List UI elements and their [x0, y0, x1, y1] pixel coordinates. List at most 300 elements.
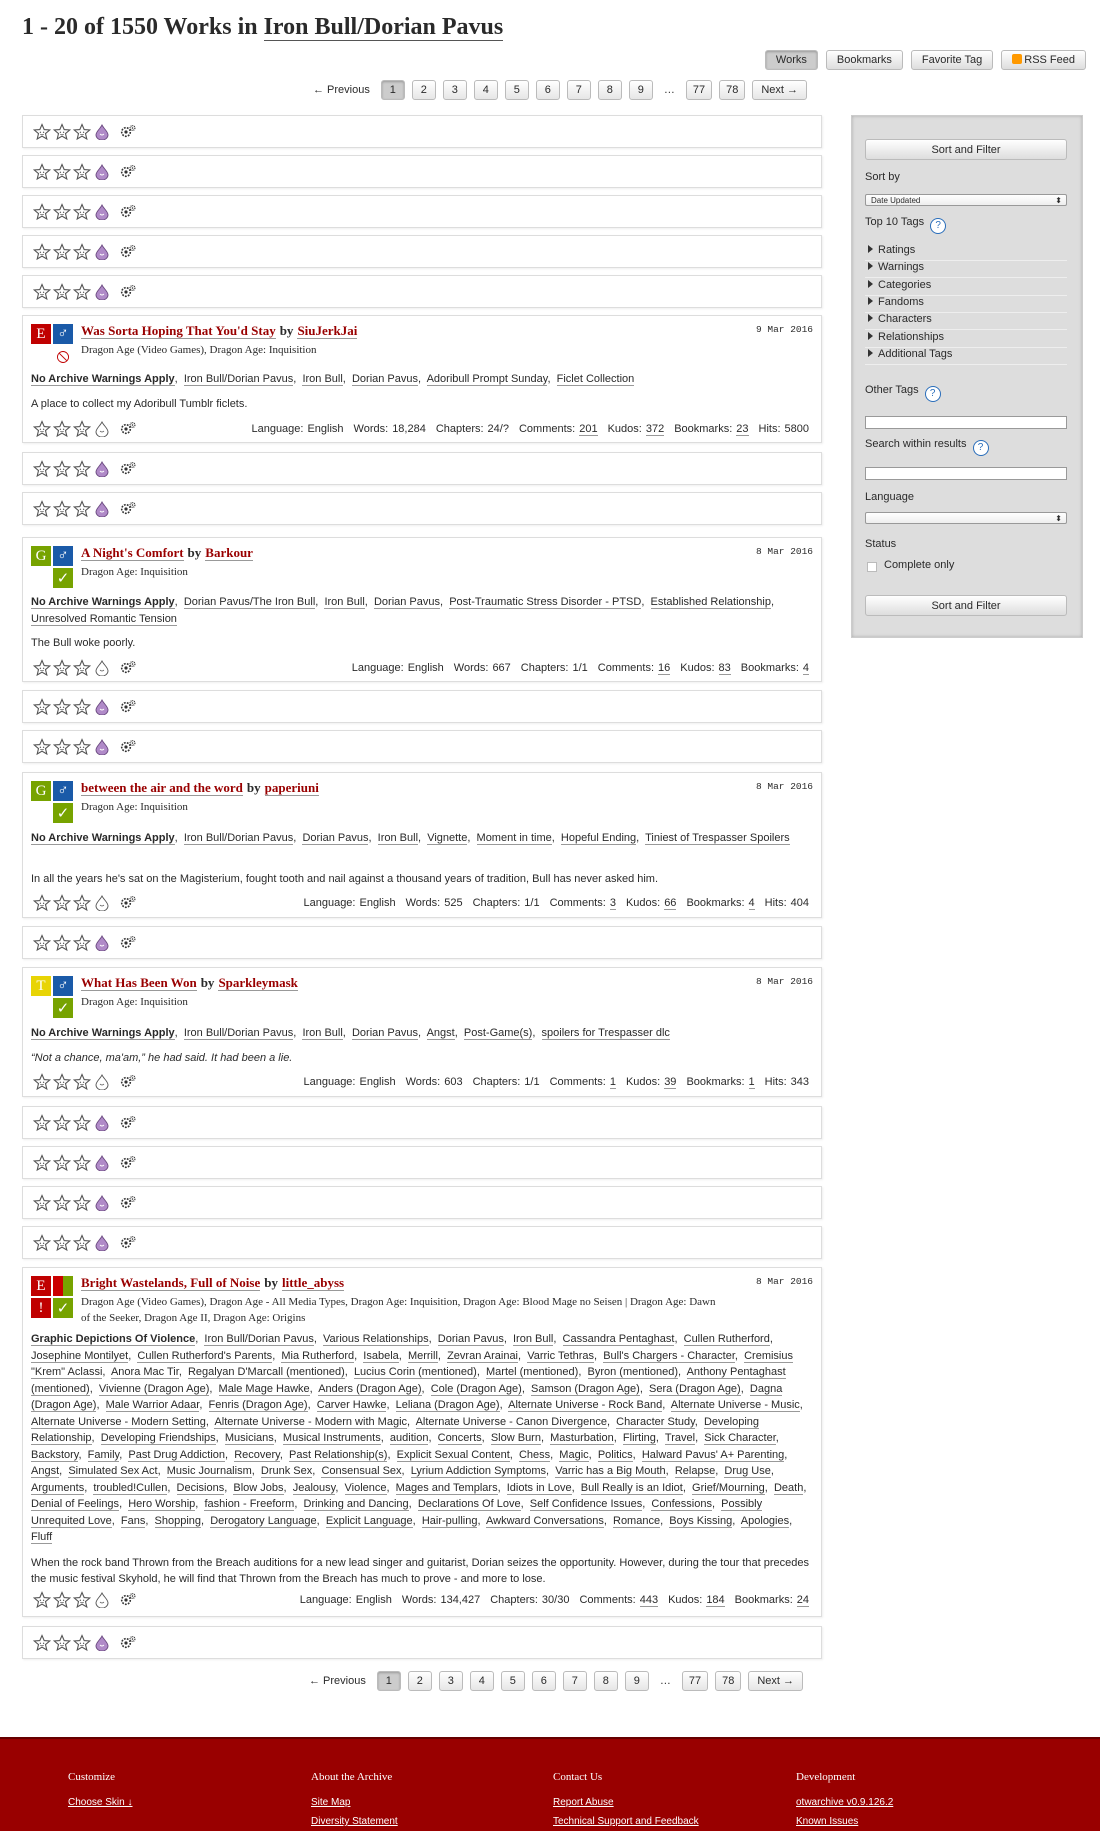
stat-value-kudos[interactable]: 39	[664, 1076, 677, 1088]
star-icon[interactable]	[73, 1154, 91, 1172]
page-9-link[interactable]: 9	[625, 1671, 649, 1691]
tag-link[interactable]: Grief/Mourning	[692, 1481, 765, 1494]
drop-icon[interactable]	[95, 1592, 109, 1608]
tag-link[interactable]: Lyrium Addiction Symptoms	[410, 1465, 547, 1477]
warning-symbol[interactable]: ✓	[53, 998, 73, 1018]
tag-link[interactable]: Concerts	[437, 1432, 482, 1444]
page-4-link[interactable]: 4	[474, 80, 498, 100]
tag-link[interactable]: Politics	[597, 1448, 633, 1461]
gear-icon[interactable]	[119, 1154, 137, 1172]
tag-link[interactable]: Possibly Unrequited Love	[31, 1498, 763, 1527]
gear-icon[interactable]	[119, 460, 137, 478]
page-9-link[interactable]: 9	[629, 80, 653, 100]
star-icon[interactable]	[73, 934, 91, 952]
tag-link[interactable]: Music Journalism	[166, 1465, 252, 1477]
star-icon[interactable]	[33, 243, 51, 261]
tag-link[interactable]: Arguments	[31, 1481, 85, 1494]
tag-link[interactable]: Zevran Arainai	[447, 1349, 519, 1362]
star-icon[interactable]	[53, 123, 71, 141]
page-7-link[interactable]: 7	[567, 80, 591, 100]
tag-link[interactable]: Ficlet Collection	[556, 373, 635, 385]
tag-link[interactable]: Cullen Rutherford's Parents	[137, 1349, 273, 1362]
drop-icon[interactable]	[95, 124, 109, 140]
fandoms[interactable]: Dragon Age (Video Games), Dragon Age: Inquisition	[81, 344, 317, 356]
author-link[interactable]: Sparkleymask	[218, 975, 298, 990]
tag-link[interactable]: Idiots in Love	[506, 1481, 572, 1494]
diversity-statement-link[interactable]: Diversity Statement	[311, 1816, 398, 1827]
stat-value-kudos[interactable]: 83	[718, 662, 731, 674]
tag-link[interactable]: Hair-pulling	[421, 1514, 478, 1527]
tag-link[interactable]: Bull Really is an Idiot	[580, 1481, 683, 1494]
tag-link[interactable]: Chess	[518, 1448, 551, 1461]
tag-link[interactable]: Leliana (Dragon Age)	[395, 1399, 500, 1411]
report-abuse-link[interactable]: Report Abuse	[553, 1797, 614, 1808]
tag-link[interactable]: Angst	[31, 1465, 60, 1477]
tag-link[interactable]: Past Drug Addiction	[128, 1448, 226, 1461]
star-icon[interactable]	[33, 1634, 51, 1652]
drop-icon[interactable]	[95, 739, 109, 755]
work-title-link[interactable]: What Has Been Won	[81, 975, 197, 990]
gear-icon[interactable]	[119, 1234, 137, 1252]
page-6-link[interactable]: 6	[532, 1671, 556, 1691]
next-link[interactable]: Next →	[752, 80, 807, 100]
category-symbol[interactable]: ♂	[53, 324, 73, 344]
tag-link[interactable]: Dorian Pavus	[351, 1027, 419, 1039]
page-8-link[interactable]: 8	[598, 80, 622, 100]
tag-link[interactable]: Drug Use	[724, 1465, 771, 1477]
tag-link[interactable]: Carver Hawke	[316, 1399, 387, 1411]
tag-link[interactable]: Merrill	[407, 1349, 438, 1362]
tag-link[interactable]: Lucius Corin (mentioned)	[353, 1366, 477, 1378]
tag-link[interactable]: Iron Bull	[513, 1333, 554, 1345]
rss-feed-button[interactable]	[1001, 50, 1086, 70]
favorite-tag-button[interactable]: Favorite Tag	[911, 50, 993, 70]
tag-link[interactable]: Adoribull Prompt Sunday	[426, 373, 548, 385]
bookmarks-button[interactable]: Bookmarks	[826, 50, 903, 70]
tag-link[interactable]: Denial of Feelings	[31, 1498, 120, 1510]
star-icon[interactable]	[73, 1634, 91, 1652]
previous-link[interactable]: ← Previous	[313, 84, 370, 96]
tag-link[interactable]: Developing Relationship	[31, 1415, 760, 1444]
tag-link[interactable]: Confessions	[651, 1498, 712, 1510]
drop-icon[interactable]	[95, 1074, 109, 1090]
tag-link[interactable]: Travel	[664, 1432, 696, 1444]
stat-value-comments[interactable]: 201	[579, 423, 598, 435]
fandoms[interactable]: Dragon Age: Inquisition	[81, 566, 188, 578]
page-77-link[interactable]: 77	[686, 80, 712, 100]
star-icon[interactable]	[33, 1073, 51, 1091]
page-1-link[interactable]: 1	[381, 80, 405, 100]
gear-icon[interactable]	[119, 123, 137, 141]
tag-link[interactable]: Vignette	[427, 832, 468, 844]
tag-link[interactable]: Male Warrior Adaar	[105, 1399, 200, 1411]
tag-link[interactable]: Varric Tethras	[527, 1349, 595, 1362]
stat-value-bookmarks[interactable]: 23	[736, 423, 749, 435]
tag-link[interactable]: Family	[87, 1448, 120, 1461]
star-icon[interactable]	[33, 1234, 51, 1252]
tag-link[interactable]: audition	[389, 1432, 429, 1444]
tag-link[interactable]: Alternate Universe - Modern Setting	[31, 1415, 206, 1428]
tag-link[interactable]: Angst	[426, 1027, 455, 1039]
page-5-link[interactable]: 5	[505, 80, 529, 100]
tag-link[interactable]: Sera (Dragon Age)	[649, 1382, 741, 1395]
tag-link[interactable]: Recovery	[234, 1448, 280, 1461]
rating-symbol[interactable]: T	[31, 976, 51, 996]
tag-link[interactable]: Samson (Dragon Age)	[530, 1382, 640, 1395]
star-icon[interactable]	[33, 1194, 51, 1212]
star-icon[interactable]	[33, 894, 51, 912]
tag-link[interactable]: Halward Pavus' A+ Parenting	[641, 1448, 785, 1461]
tag-link[interactable]: Romance	[613, 1514, 661, 1527]
tag-link[interactable]: Isabela	[363, 1349, 399, 1362]
warning-tag[interactable]: Graphic Depictions Of Violence	[31, 1333, 196, 1345]
star-icon[interactable]	[73, 283, 91, 301]
drop-icon[interactable]	[95, 244, 109, 260]
tag-link[interactable]: Regalyan D'Marcall (mentioned)	[187, 1366, 345, 1378]
tag-link[interactable]: Male Mage Hawke	[218, 1382, 310, 1395]
star-icon[interactable]	[73, 243, 91, 261]
drop-icon[interactable]	[95, 284, 109, 300]
category-symbol[interactable]: ♂	[53, 976, 73, 996]
star-icon[interactable]	[53, 738, 71, 756]
page-2-link[interactable]: 2	[412, 80, 436, 100]
star-icon[interactable]	[53, 420, 71, 438]
star-icon[interactable]	[33, 420, 51, 438]
tag-link[interactable]: Dorian Pavus	[302, 832, 369, 844]
star-icon[interactable]	[73, 420, 91, 438]
star-icon[interactable]	[53, 283, 71, 301]
warning-symbol[interactable]: ✓	[53, 803, 73, 823]
star-icon[interactable]	[53, 1591, 71, 1609]
rating-symbol[interactable]: E	[31, 324, 51, 344]
star-icon[interactable]	[53, 460, 71, 478]
tag-link[interactable]: Various Relationships	[323, 1333, 429, 1345]
tag-link[interactable]: Iron Bull/Dorian Pavus	[204, 1333, 314, 1345]
stat-value-bookmarks[interactable]: 24	[796, 1594, 809, 1606]
rating-symbol[interactable]: G	[31, 781, 51, 801]
star-icon[interactable]	[33, 1154, 51, 1172]
star-icon[interactable]	[73, 460, 91, 478]
star-icon[interactable]	[53, 1194, 71, 1212]
tag-link[interactable]: Iron Bull	[302, 373, 343, 385]
tag-link[interactable]: Post-Game(s)	[463, 1027, 533, 1039]
tag-link[interactable]: Tiniest of Trespasser Spoilers	[645, 832, 790, 844]
warning-symbol[interactable]: ⦸	[53, 346, 73, 366]
page-78-link[interactable]: 78	[719, 80, 745, 100]
tag-category-relationships[interactable]	[865, 331, 1067, 348]
page-3-link[interactable]: 3	[443, 80, 467, 100]
author-link[interactable]: Barkour	[205, 545, 253, 560]
star-icon[interactable]	[73, 659, 91, 677]
support-feedback-link[interactable]: Technical Support and Feedback	[553, 1816, 699, 1827]
tag-link[interactable]: Dorian Pavus	[351, 373, 419, 385]
works-button[interactable]: Works	[765, 50, 818, 70]
star-icon[interactable]	[53, 659, 71, 677]
warning-tag[interactable]: No Archive Warnings Apply	[31, 832, 175, 844]
star-icon[interactable]	[53, 163, 71, 181]
gear-icon[interactable]	[119, 1591, 137, 1609]
stat-value-comments[interactable]: 16	[658, 662, 671, 674]
page-3-link[interactable]: 3	[439, 1671, 463, 1691]
tag-link[interactable]: Mia Rutherford	[281, 1349, 355, 1362]
category-symbol[interactable]: ♂	[53, 781, 73, 801]
star-icon[interactable]	[33, 659, 51, 677]
drop-icon[interactable]	[95, 501, 109, 517]
tag-link[interactable]: Moment in time	[476, 832, 552, 844]
gear-icon[interactable]	[119, 243, 137, 261]
tag-link[interactable]: Drunk Sex	[260, 1465, 313, 1477]
drop-icon[interactable]	[95, 164, 109, 180]
tag-link[interactable]: Mages and Templars	[395, 1481, 498, 1494]
page-6-link[interactable]: 6	[536, 80, 560, 100]
gear-icon[interactable]	[119, 894, 137, 912]
stat-value-bookmarks[interactable]: 4	[748, 897, 755, 909]
gear-icon[interactable]	[119, 500, 137, 518]
category-symbol[interactable]: ♂	[53, 546, 73, 566]
star-icon[interactable]	[33, 203, 51, 221]
star-icon[interactable]	[33, 163, 51, 181]
tag-link[interactable]: Apologies	[740, 1514, 790, 1527]
sort-by-select[interactable]	[865, 194, 1067, 206]
page-1-link[interactable]: 1	[377, 1671, 401, 1691]
fandoms-line[interactable]: Dragon Age (Video Games), Dragon Age - All Media Types, Dragon Age: Inquisition, Dragon Age: Blood Mage no Seisen | Dragon Age: Dawn	[81, 1296, 716, 1308]
stat-value-kudos[interactable]: 184	[706, 1594, 725, 1606]
gear-icon[interactable]	[119, 934, 137, 952]
star-icon[interactable]	[53, 1114, 71, 1132]
page-4-link[interactable]: 4	[470, 1671, 494, 1691]
stat-value-comments[interactable]: 3	[609, 897, 616, 909]
star-icon[interactable]	[73, 894, 91, 912]
star-icon[interactable]	[33, 1114, 51, 1132]
star-icon[interactable]	[73, 1591, 91, 1609]
drop-icon[interactable]	[95, 204, 109, 220]
tag-link[interactable]: Self Confidence Issues	[529, 1498, 643, 1510]
work-title-link[interactable]: A Night's Comfort	[81, 545, 184, 560]
star-icon[interactable]	[53, 1154, 71, 1172]
tag-link[interactable]: Established Relationship	[650, 596, 771, 608]
page-77-link[interactable]: 77	[682, 1671, 708, 1691]
drop-icon[interactable]	[95, 1195, 109, 1211]
tag-link[interactable]: troubled!Cullen	[93, 1481, 168, 1494]
tag-link[interactable]: Iron Bull/Dorian Pavus	[183, 832, 294, 844]
tag-link[interactable]: Alternate Universe - Canon Divergence	[415, 1415, 607, 1428]
heading-tag-link[interactable]: Iron Bull/Dorian Pavus	[263, 14, 504, 40]
help-icon[interactable]: ?	[925, 386, 941, 402]
stat-value-kudos[interactable]: 372	[645, 423, 665, 435]
tag-link[interactable]: Unresolved Romantic Tension	[31, 612, 177, 625]
star-icon[interactable]	[33, 738, 51, 756]
work-title-link[interactable]: Was Sorta Hoping That You'd Stay	[81, 323, 276, 338]
language-select[interactable]	[865, 512, 1067, 524]
tag-link[interactable]: Fans	[120, 1514, 146, 1527]
star-icon[interactable]	[73, 1073, 91, 1091]
tag-link[interactable]: Alternate Universe - Modern with Magic	[214, 1415, 408, 1428]
tag-link[interactable]: Flirting	[622, 1432, 656, 1444]
tag-link[interactable]: Post-Traumatic Stress Disorder - PTSD	[449, 596, 642, 608]
tag-link[interactable]: Dorian Pavus	[437, 1333, 504, 1345]
tag-category-warnings[interactable]	[865, 261, 1067, 278]
sort-filter-button-bottom[interactable]: Sort and Filter	[865, 595, 1067, 616]
stat-value-comments[interactable]: 443	[639, 1594, 659, 1606]
star-icon[interactable]	[73, 698, 91, 716]
tag-link[interactable]: Iron Bull/Dorian Pavus	[183, 373, 294, 385]
star-icon[interactable]	[33, 1591, 51, 1609]
rating-symbol[interactable]: G	[31, 546, 51, 566]
tag-link[interactable]: Anders (Dragon Age)	[318, 1382, 422, 1395]
star-icon[interactable]	[33, 698, 51, 716]
tag-link[interactable]: Past Relationship(s)	[289, 1448, 388, 1461]
site-map-link[interactable]: Site Map	[311, 1797, 351, 1808]
gear-icon[interactable]	[119, 698, 137, 716]
gear-icon[interactable]	[119, 659, 137, 677]
next-link[interactable]: Next →	[748, 1671, 803, 1691]
tag-link[interactable]: Simulated Sex Act	[68, 1465, 158, 1477]
drop-icon[interactable]	[95, 660, 109, 676]
tag-link[interactable]: Character Study	[616, 1415, 695, 1428]
gear-icon[interactable]	[119, 203, 137, 221]
star-icon[interactable]	[33, 460, 51, 478]
page-5-link[interactable]: 5	[501, 1671, 525, 1691]
star-icon[interactable]	[53, 203, 71, 221]
sort-filter-button-top[interactable]: Sort and Filter	[865, 139, 1067, 160]
tag-link[interactable]: Varric has a Big Mouth	[555, 1465, 666, 1477]
tag-link[interactable]: Dorian Pavus/The Iron Bull	[183, 596, 316, 608]
tag-link[interactable]: Fenris (Dragon Age)	[208, 1399, 308, 1411]
star-icon[interactable]	[73, 203, 91, 221]
tag-link[interactable]: Backstory	[31, 1448, 79, 1461]
tag-link[interactable]: Blow Jobs	[233, 1481, 284, 1494]
warning-symbol[interactable]: !	[31, 1298, 51, 1318]
tag-link[interactable]: Magic	[559, 1448, 589, 1461]
star-icon[interactable]	[33, 123, 51, 141]
work-title-link[interactable]: between the air and the word	[81, 780, 243, 795]
tag-link[interactable]: Death	[773, 1481, 804, 1494]
tag-link[interactable]: Jealousy	[292, 1481, 336, 1494]
choose-skin-link[interactable]: Choose Skin ↓	[68, 1797, 133, 1808]
tag-category-fandoms[interactable]	[865, 296, 1067, 313]
tag-category-additional-tags[interactable]	[865, 348, 1067, 365]
tag-category-categories[interactable]	[865, 279, 1067, 296]
tag-link[interactable]: Explicit Language	[325, 1514, 413, 1527]
gear-icon[interactable]	[119, 1634, 137, 1652]
stat-value-comments[interactable]: 1	[609, 1076, 616, 1088]
warning-tag[interactable]: No Archive Warnings Apply	[31, 1027, 175, 1039]
gear-icon[interactable]	[119, 1073, 137, 1091]
tag-link[interactable]: Iron Bull	[302, 1027, 343, 1039]
gear-icon[interactable]	[119, 738, 137, 756]
tag-link[interactable]: Declarations Of Love	[417, 1498, 521, 1510]
star-icon[interactable]	[73, 1114, 91, 1132]
help-icon[interactable]: ?	[973, 440, 989, 456]
star-icon[interactable]	[73, 123, 91, 141]
previous-link[interactable]: ← Previous	[309, 1675, 366, 1687]
tag-link[interactable]: Martel (mentioned)	[486, 1366, 579, 1378]
star-icon[interactable]	[53, 1634, 71, 1652]
tag-link[interactable]: Iron Bull	[377, 832, 419, 844]
tag-link[interactable]: Cullen Rutherford	[683, 1333, 770, 1345]
tag-link[interactable]: Hopeful Ending	[560, 832, 637, 844]
star-icon[interactable]	[53, 500, 71, 518]
rating-symbol[interactable]: E	[31, 1276, 51, 1296]
tag-link[interactable]: Sick Character	[704, 1432, 776, 1444]
star-icon[interactable]	[33, 500, 51, 518]
page-78-link[interactable]: 78	[715, 1671, 741, 1691]
tag-link[interactable]: Musicians	[224, 1432, 274, 1444]
warning-tag[interactable]: No Archive Warnings Apply	[31, 373, 175, 385]
star-icon[interactable]	[53, 934, 71, 952]
tag-link[interactable]: Cassandra Pentaghast	[562, 1333, 675, 1345]
fandoms[interactable]: Dragon Age: Inquisition	[81, 801, 188, 813]
star-icon[interactable]	[73, 738, 91, 756]
tag-category-ratings[interactable]	[865, 244, 1067, 261]
work-title-link[interactable]: Bright Wastelands, Full of Noise	[81, 1275, 261, 1290]
tag-link[interactable]: Alternate Universe - Music	[670, 1399, 800, 1411]
star-icon[interactable]	[53, 1073, 71, 1091]
gear-icon[interactable]	[119, 283, 137, 301]
fandoms-line[interactable]: of the Seeker, Dragon Age II, Dragon Age: Origins	[81, 1312, 306, 1324]
drop-icon[interactable]	[95, 461, 109, 477]
star-icon[interactable]	[53, 1234, 71, 1252]
tag-category-characters[interactable]	[865, 313, 1067, 330]
drop-icon[interactable]	[95, 895, 109, 911]
stat-value-bookmarks[interactable]: 1	[748, 1076, 755, 1088]
help-icon[interactable]: ?	[930, 218, 946, 234]
tag-link[interactable]: spoilers for Trespasser dlc	[541, 1027, 670, 1039]
author-link[interactable]: paperiuni	[264, 780, 319, 795]
tag-link[interactable]: Alternate Universe - Rock Band	[508, 1399, 663, 1411]
star-icon[interactable]	[53, 894, 71, 912]
tag-link[interactable]: Masturbation	[550, 1432, 614, 1444]
tag-link[interactable]: Dagna (Dragon Age)	[31, 1382, 783, 1411]
author-link[interactable]: SiuJerkJai	[297, 323, 358, 338]
tag-link[interactable]: Shopping	[154, 1514, 202, 1527]
tag-link[interactable]: Iron Bull	[324, 596, 365, 608]
gear-icon[interactable]	[119, 420, 137, 438]
complete-symbol[interactable]: ✓	[53, 1298, 73, 1318]
tag-link[interactable]: Derogatory Language	[210, 1514, 317, 1527]
tag-link[interactable]: Fluff	[31, 1531, 53, 1543]
star-icon[interactable]	[53, 243, 71, 261]
tag-link[interactable]: Iron Bull/Dorian Pavus	[183, 1027, 294, 1039]
warning-symbol[interactable]: ✓	[53, 568, 73, 588]
stat-value-kudos[interactable]: 66	[664, 897, 677, 909]
tag-link[interactable]: Awkward Conversations	[486, 1514, 604, 1527]
tag-link[interactable]: Cole (Dragon Age)	[430, 1382, 522, 1395]
tag-link[interactable]: Slow Burn	[490, 1432, 541, 1444]
warning-tag[interactable]: No Archive Warnings Apply	[31, 596, 175, 608]
gear-icon[interactable]	[119, 1194, 137, 1212]
page-2-link[interactable]: 2	[408, 1671, 432, 1691]
tag-link[interactable]: Hero Worship	[128, 1498, 196, 1510]
drop-icon[interactable]	[95, 1155, 109, 1171]
author-link[interactable]: little_abyss	[282, 1275, 345, 1290]
tag-link[interactable]: Vivienne (Dragon Age)	[98, 1382, 210, 1395]
tag-link[interactable]: Josephine Montilyet	[31, 1349, 129, 1362]
known-issues-link[interactable]: Known Issues	[796, 1816, 859, 1827]
stat-value-bookmarks[interactable]: 4	[802, 662, 809, 674]
tag-link[interactable]: Violence	[344, 1481, 387, 1494]
drop-icon[interactable]	[95, 699, 109, 715]
tag-link[interactable]: Consensual Sex	[321, 1465, 402, 1477]
tag-link[interactable]: Decisions	[176, 1481, 225, 1494]
tag-link[interactable]: Byron (mentioned)	[587, 1366, 678, 1378]
drop-icon[interactable]	[95, 935, 109, 951]
tag-link[interactable]: Explicit Sexual Content	[396, 1448, 510, 1461]
gear-icon[interactable]	[119, 163, 137, 181]
page-8-link[interactable]: 8	[594, 1671, 618, 1691]
tag-link[interactable]: Bull's Chargers - Character	[603, 1349, 735, 1362]
page-7-link[interactable]: 7	[563, 1671, 587, 1691]
